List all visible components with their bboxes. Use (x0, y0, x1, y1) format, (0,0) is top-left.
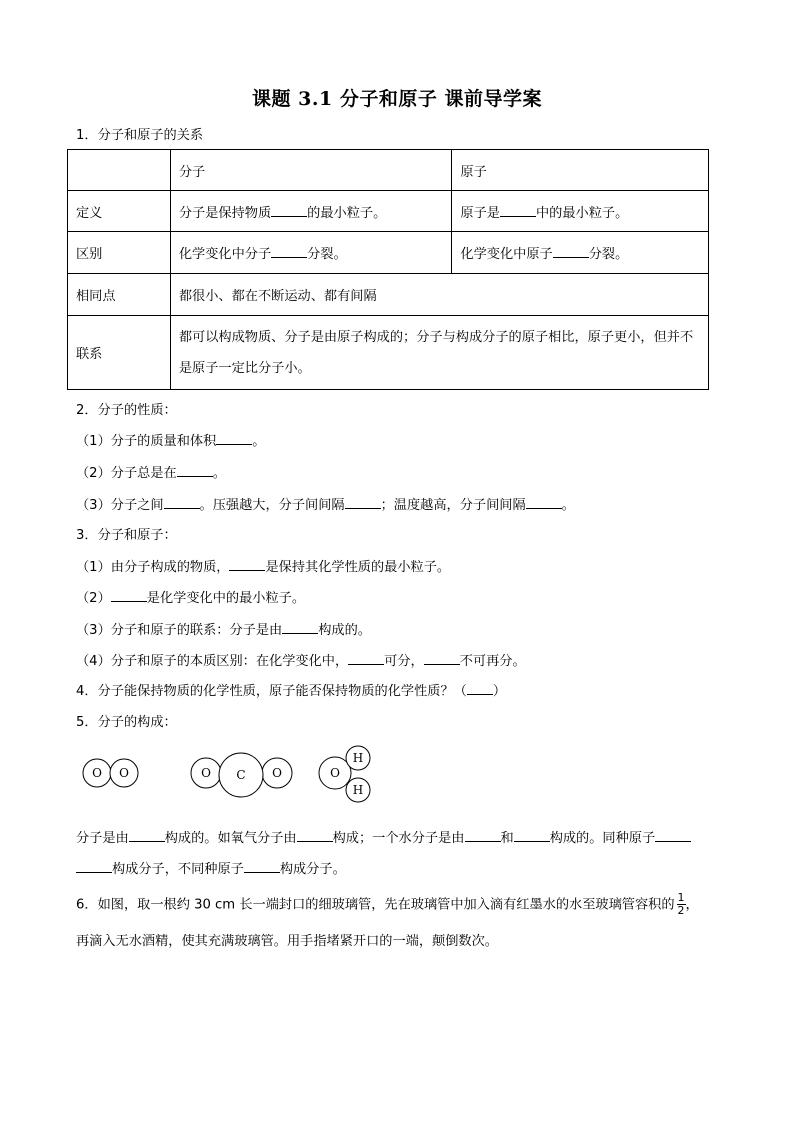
q2-heading: 2．分子的性质： (76, 403, 177, 418)
fill-blank[interactable] (271, 203, 307, 217)
row-label-connection: 联系 (68, 316, 171, 390)
fill-blank[interactable] (282, 620, 318, 634)
q2-item-3: （3）分子之间 。压强越大，分子间间隔 ；温度越高，分子间间隔 。 (76, 494, 575, 513)
relation-table (67, 149, 709, 390)
q6-line-1: 6．如图，取一根约 30 cm 长一端封口的细玻璃管，先在玻璃管中加入滴有红墨水的水至玻璃管容积的 $\frac{1}{2}$ ， (76, 891, 699, 917)
difference-atom: 化学变化中原子 分裂。 (452, 232, 709, 274)
fill-blank[interactable] (348, 651, 384, 665)
row-label-difference: 区别 (68, 232, 171, 274)
q6-line-2: 再滴入无水酒精，使其充满玻璃管。用手指堵紧开口的一端，颠倒数次。 (76, 934, 498, 949)
table-row (68, 274, 709, 316)
fill-blank[interactable] (424, 651, 460, 665)
q3-item-4: （4）分子和原子的本质区别：在化学变化中， 可分， 不可再分。 (76, 650, 526, 669)
fill-blank[interactable] (216, 431, 252, 445)
fill-blank[interactable] (244, 859, 280, 873)
header-cell-empty (68, 150, 171, 191)
q5-line-2: 构成分子，不同种原子 构成分子。 (76, 858, 346, 877)
q3-item-3: （3）分子和原子的联系：分子是由 构成的。 (76, 619, 371, 638)
atom-label: H (352, 783, 364, 797)
fill-blank[interactable] (345, 495, 381, 509)
page-title: 课题 3.1 分子和原子 课前导学案 (252, 88, 542, 110)
header-cell-molecule: 分子 (170, 150, 452, 191)
fill-blank[interactable] (164, 495, 200, 509)
q5-heading: 5．分子的构成： (76, 715, 177, 730)
q3-item-2: （2） 是化学变化中的最小粒子。 (76, 587, 305, 606)
q2-item-2: （2）分子总是在 。 (76, 462, 226, 481)
q4-question: 4．分子能保持物质的化学性质，原子能否保持物质的化学性质？（ ） (76, 680, 506, 699)
fill-blank[interactable] (271, 244, 307, 258)
atom-label: O (119, 766, 129, 780)
fill-blank[interactable] (465, 828, 501, 842)
fill-blank[interactable] (514, 828, 550, 842)
fill-blank[interactable] (500, 203, 536, 217)
row-label-definition: 定义 (68, 191, 171, 232)
table-row (68, 316, 709, 390)
difference-molecule: 化学变化中分子 分裂。 (170, 232, 452, 274)
oxygen-molecule (83, 759, 138, 787)
fraction-half: $\frac{1}{2}$ (677, 891, 685, 917)
q1-heading: 1．分子和原子的关系 (76, 128, 204, 143)
q5-line-1: 分子是由 构成的。如氧气分子由 构成；一个水分子是由 和 构成的。同种原子 (76, 827, 691, 846)
q3-heading: 3．分子和原子： (76, 528, 177, 543)
q2-item-1: （1）分子的质量和体积 。 (76, 430, 265, 449)
fill-blank[interactable] (526, 495, 562, 509)
fill-blank[interactable] (655, 828, 691, 842)
molecule-diagrams (70, 738, 380, 806)
atom-label: C (236, 768, 246, 782)
atom-label: O (92, 766, 102, 780)
fill-blank[interactable] (297, 828, 333, 842)
table-row (68, 191, 709, 232)
fill-blank[interactable] (177, 463, 213, 477)
atom-label: O (330, 766, 340, 780)
row-label-similarity: 相同点 (68, 274, 171, 316)
similarity-text: 都很小、都在不断运动、都有间隔 (170, 274, 708, 316)
definition-molecule: 分子是保持物质 的最小粒子。 (170, 191, 452, 232)
fill-blank[interactable] (129, 828, 165, 842)
atom-label: H (352, 751, 364, 765)
atom-label: O (201, 766, 211, 780)
fill-blank[interactable] (111, 588, 147, 602)
header-cell-atom: 原子 (452, 150, 709, 191)
carbon-dioxide-molecule (191, 753, 292, 797)
fill-blank[interactable] (229, 557, 265, 571)
fill-blank[interactable] (553, 244, 589, 258)
table-row (68, 150, 709, 191)
q3-item-1: （1）由分子构成的物质， 是保持其化学性质的最小粒子。 (76, 556, 450, 575)
fill-blank[interactable] (76, 859, 112, 873)
connection-text: 都可以构成物质、分子是由原子构成的；分子与构成分子的原子相比，原子更小，但并不是原子一定比分子小。 (170, 316, 708, 390)
water-molecule (319, 746, 370, 802)
table-row (68, 232, 709, 274)
definition-atom: 原子是 中的最小粒子。 (452, 191, 709, 232)
atom-label: O (272, 766, 282, 780)
fill-blank[interactable] (467, 681, 493, 695)
